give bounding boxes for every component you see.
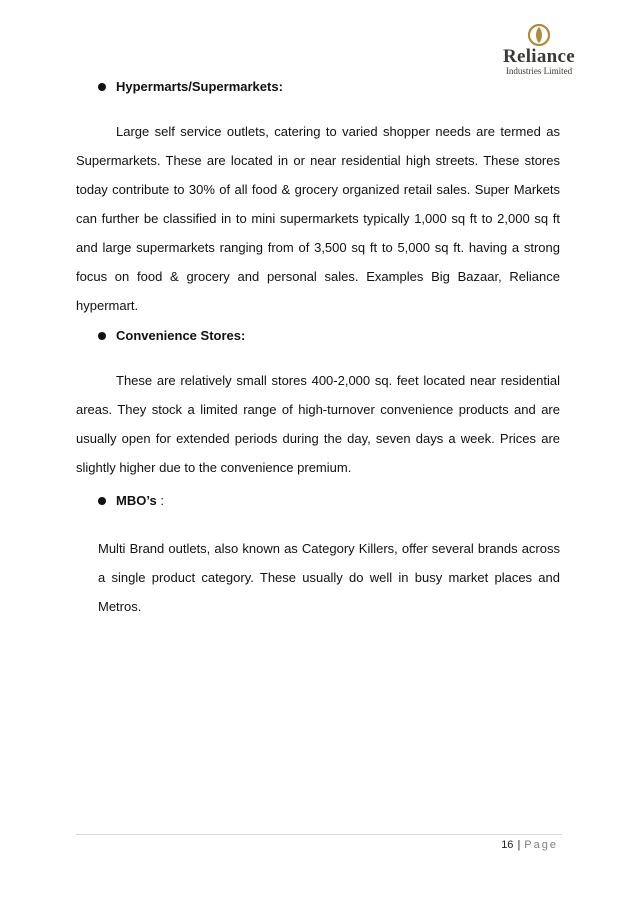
page-label: Page [524, 839, 558, 851]
page-footer [501, 839, 558, 851]
footer-separator: | [517, 839, 521, 851]
section-heading-convenience [98, 328, 245, 343]
paragraph-mbo: Multi Brand outlets, also known as Category Killers, offer several brands across a single product category. These usually do well in busy market places and Metros. [98, 541, 560, 614]
heading-text: MBO’s [116, 493, 157, 508]
heading-text: Convenience Stores: [116, 328, 246, 343]
bullet-icon [98, 83, 106, 91]
section-heading-hypermarts [98, 79, 283, 94]
reliance-logo [474, 24, 604, 78]
page-number: 16 [501, 839, 514, 851]
bullet-icon [98, 497, 106, 505]
paragraph-convenience: These are relatively small stores 400-2,000 sq. feet located near residential areas. They stock a limited range of high-turnover convenience products and are usually open for extended periods during the day, seven days a week. Prices are slightly higher due to the convenience premium. [76, 373, 560, 475]
logo-wordmark: Reliance [502, 46, 576, 67]
heading-suffix: : [156, 493, 164, 508]
reliance-emblem-icon [514, 24, 564, 46]
logo-subtitle: Industries Limited [505, 66, 573, 76]
footer-rule [76, 834, 562, 835]
bullet-icon [98, 332, 106, 340]
paragraph-hypermarts: Large self service outlets, catering to varied shopper needs are termed as Supermarkets. These are located in or near residential high streets. These stores today contribute to 30% of all food & grocery organized retail sales. Super Markets can further be classified in to mini supermarkets typically 1,000 sq ft to 2,000 sq ft and large supermarkets ranging from of 3,500 sq ft to 5,000 sq ft. having a strong focus on food & grocery and personal sales. Examples Big Bazaar, Reliance hypermart. [76, 124, 560, 313]
section-heading-mbo [98, 493, 164, 508]
heading-text: Hypermarts/Supermarkets: [116, 79, 283, 94]
